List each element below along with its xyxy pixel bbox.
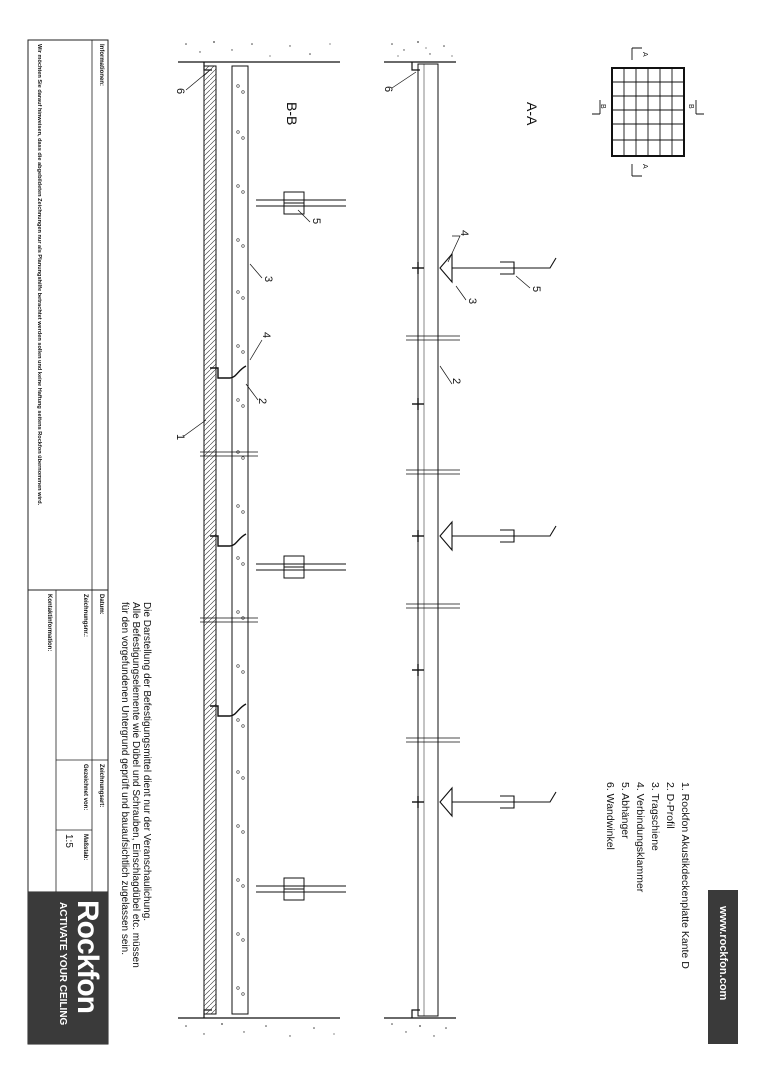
legend-item-5: 5. Abhänger xyxy=(619,782,631,839)
callout-bb-3: 3 xyxy=(262,276,274,283)
massstab-value: 1:5 xyxy=(63,834,74,848)
legend-item-6: 6. Wandwinkel xyxy=(604,782,616,850)
gezeichnet-label: Gezeichnet von: xyxy=(82,764,88,811)
callout-bb-6: 6 xyxy=(174,88,186,95)
legend-item-2: 2. D-Profil xyxy=(664,782,676,829)
callout-aa-3: 3 xyxy=(466,298,478,305)
legend-item-1: 1. Rockfon Akustikdeckenplatte Kante D xyxy=(679,782,691,969)
key-plan xyxy=(592,48,704,176)
callout-aa-6: 6 xyxy=(382,86,394,93)
key-plan-label-a-top: A xyxy=(641,52,648,57)
legend xyxy=(602,782,692,969)
callout-bb-1: 1 xyxy=(174,434,186,441)
zeichnungsart-label: Zeichnungsart: xyxy=(98,764,104,808)
section-title-b-b: B-B xyxy=(284,102,300,126)
section-title-a-a: A-A xyxy=(524,102,540,126)
key-plan-label-a-bottom: A xyxy=(641,164,648,169)
callout-bb-5: 5 xyxy=(310,218,322,225)
callout-aa-2: 2 xyxy=(450,378,462,385)
datum-label: Datum: xyxy=(98,594,104,615)
key-plan-label-b-right: B xyxy=(687,104,694,109)
website-url[interactable]: www.rockfon.com xyxy=(717,906,729,1001)
note-line-1: Die Darstellung der Befestigungsmittel dient nur der Veranschaulichung. xyxy=(141,602,152,922)
rockfon-wordmark: Rockfon xyxy=(71,900,104,1013)
section-a-a xyxy=(384,38,556,1037)
callout-bb-4: 4 xyxy=(260,332,272,339)
massstab-label: Maßstab: xyxy=(82,834,88,861)
legend-item-3: 3. Tragschiene xyxy=(649,782,661,851)
zeichnungsnr-label: Zeichnungsnr.: xyxy=(82,594,88,638)
informationen-label: Informationen: xyxy=(98,44,104,86)
section-b-b xyxy=(178,41,346,1037)
legend-item-4: 4. Verbindungsklammer xyxy=(634,782,646,893)
callout-aa-4: 4 xyxy=(458,230,470,237)
note-line-2: Alle Befestigungselemente wie Dübel und Schrauben, Einschlagdübel etc. müssen xyxy=(130,602,141,968)
callout-bb-2: 2 xyxy=(256,398,268,405)
callout-aa-5: 5 xyxy=(530,286,542,293)
note-line-3: für den vorgefundenen Untergrund geprüft und bauaufsichtlich zugelassen sein. xyxy=(119,602,130,956)
kontakt-label: Kontaktinformation: xyxy=(46,594,52,652)
rockfon-tagline: ACTIVATE YOUR CEILING xyxy=(57,902,68,1026)
key-plan-label-b-left: B xyxy=(599,104,606,109)
fastener-note xyxy=(119,602,152,968)
disclaimer-text: Wir möchten Sie darauf hinweisen, dass die abgebildeten Zeichnungen nur als Planungshilfe betrachtet werden sollen und keine Haftung seitens Rockfon übernommen wird. xyxy=(36,44,42,506)
